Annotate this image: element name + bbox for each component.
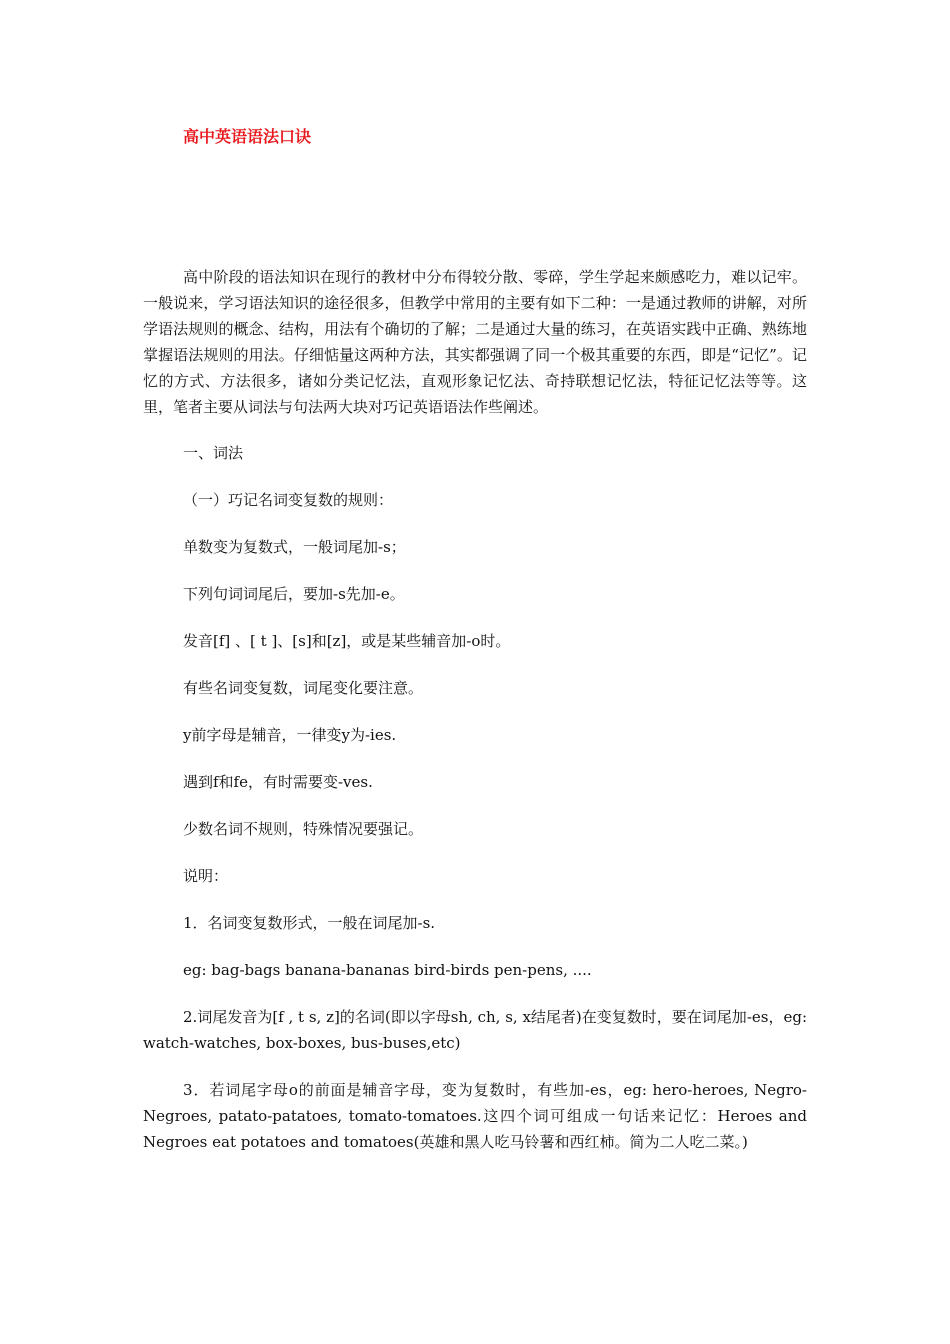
mnemonic-line: 遇到f和fe，有时需要变-ves. <box>183 773 373 791</box>
mnemonic-line: 少数名词不规则，特殊情况要强记。 <box>183 820 424 838</box>
document-title: 高中英语语法口诀 <box>183 127 312 146</box>
rule-item: 3．若词尾字母o的前面是辅音字母，变为复数时，有些加-es，eg: hero-heroes, Negro-Negroes, patato-patatoes, tomato-tomatoes.这四个词可组成一句话来记忆：Heroes and Negroes eat potatoes and tomatoes(英雄和黑人吃马铃薯和西红柿。简为二人吃二菜。) <box>143 1081 807 1151</box>
document-body <box>143 264 807 1176</box>
mnemonic-line: 有些名词变复数，词尾变化要注意。 <box>183 679 424 697</box>
mnemonic-line: y前字母是辅音，一律变y为-ies. <box>183 726 397 744</box>
section-heading: 一、词法 <box>183 444 244 462</box>
example-line: eg: bag-bags banana-bananas bird-birds pen-pens, .... <box>183 961 592 979</box>
mnemonic-line: 单数变为复数式，一般词尾加-s； <box>183 538 406 556</box>
explanation-heading: 说明： <box>183 867 229 885</box>
intro-paragraph: 高中阶段的语法知识在现行的教材中分布得较分散、零碎，学生学起来颇感吃力，难以记牢。一般说来，学习语法知识的途径很多，但教学中常用的主要有如下二种：一是通过教师的讲解，对所学语法规则的概念、结构，用法有个确切的了解；二是通过大量的练习，在英语实践中正确、熟练地掌握语法规则的用法。仔细惦量这两种方法，其实都强调了同一个极其重要的东西，即是“记忆”。记忆的方式、方法很多，诸如分类记忆法，直观形象记忆法、奇持联想记忆法，特征记忆法等等。这里，笔者主要从词法与句法两大块对巧记英语语法作些阐述。 <box>143 268 807 416</box>
mnemonic-line: 发音[f] 、[ t ]、[s]和[z]，或是某些辅音加-o时。 <box>183 632 511 650</box>
rule-item: 2.词尾发音为[f , t s, z]的名词(即以字母sh, ch, s, x结尾者)在变复数时，要在词尾加-es，eg: watch-watches, box-boxes, bus-buses,etc) <box>143 1008 807 1052</box>
subsection-heading: （一）巧记名词变复数的规则： <box>183 491 394 509</box>
mnemonic-line: 下列句词词尾后，要加-s先加-e。 <box>183 585 405 603</box>
rule-item: 1．名词变复数形式，一般在词尾加-s. <box>183 914 436 932</box>
